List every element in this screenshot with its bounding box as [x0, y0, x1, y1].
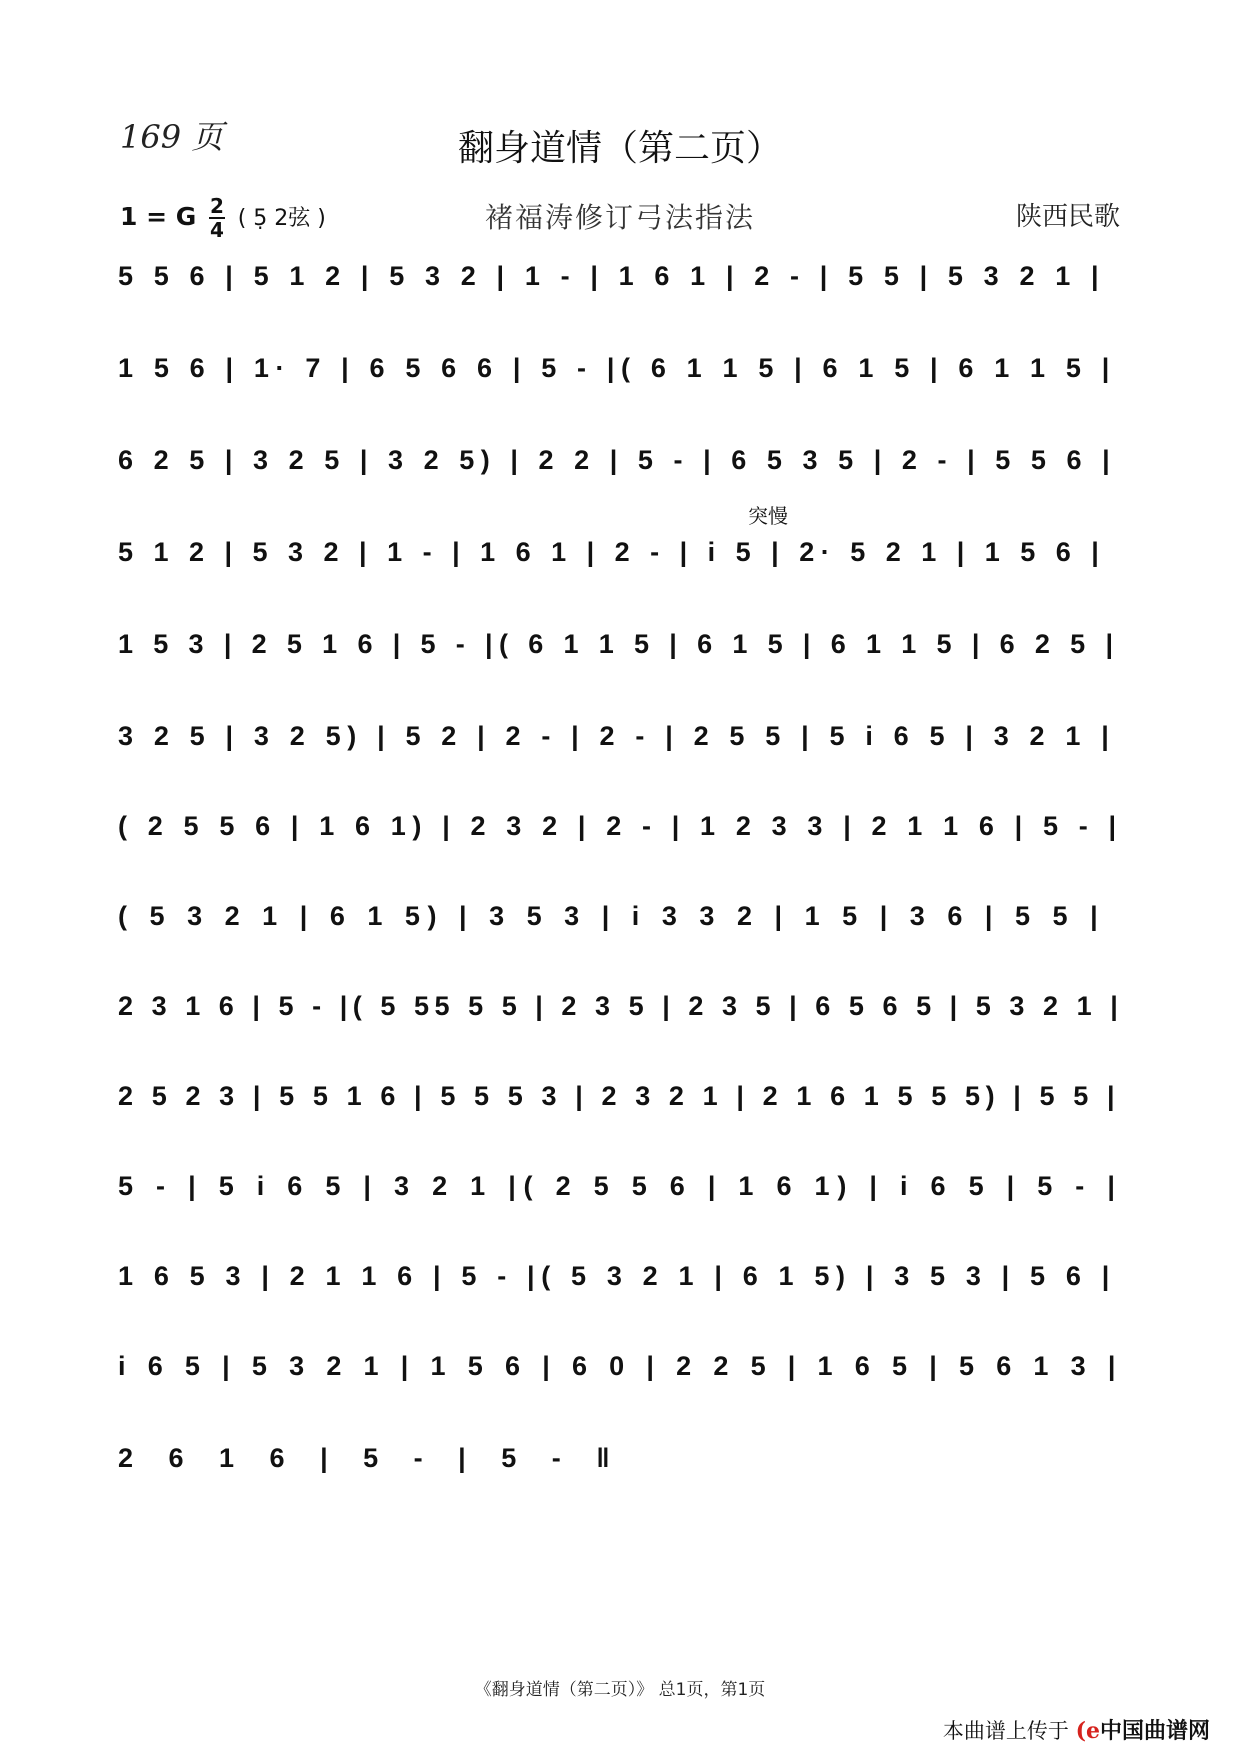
score-line — [118, 230, 1123, 300]
score-line-notes: 2 5 2 3 | 5 5 1 6 | 5 5 5 3 | 2 3 2 1 | 2 1 6 1 5 5 5) | 5 5 | — [118, 1081, 1121, 1111]
score-line — [118, 690, 1123, 760]
score-line — [118, 322, 1123, 392]
tempo-marking: 突慢 — [748, 504, 788, 528]
site-logo-icon: (e — [1075, 1718, 1100, 1744]
source-credit — [943, 1714, 1210, 1745]
score-line-notes: ( 5 3 2 1 | 6 1 5) | 3 5 3 | i 3 3 2 | 1 5 | 3 6 | 5 5 | — [118, 901, 1106, 931]
time-denominator: 4 — [210, 218, 224, 242]
score-line-notes: 2 6 1 6 | 5 - | 5 - ‖ — [118, 1443, 624, 1473]
score-line-notes: 6 2 5 | 3 2 5 | 3 2 5) | 2 2 | 5 - | 6 5 3 5 | 2 - | 5 5 6 | — [118, 445, 1117, 475]
score-line — [118, 1320, 1123, 1390]
score-line-notes: i 6 5 | 5 3 2 1 | 1 5 6 | 6 0 | 2 2 5 | 1 6 5 | 5 6 1 3 | — [118, 1351, 1123, 1381]
genre-label: 陕西民歌 — [1015, 202, 1120, 232]
score-line — [118, 414, 1123, 484]
score-line — [118, 1140, 1123, 1210]
score-line — [118, 598, 1123, 668]
song-title: 翻身道情（第二页） — [457, 128, 782, 169]
time-numerator: 2 — [210, 194, 224, 218]
score-line-notes: 1 6 5 3 | 2 1 1 6 | 5 - |( 5 3 2 1 | 6 1 5) | 3 5 3 | 5 6 | — [118, 1261, 1116, 1291]
score-line-notes: 2 3 1 6 | 5 - |( 5 55 5 5 | 2 3 5 | 2 3 5 | 6 5 6 5 | 5 3 2 1 | — [118, 991, 1124, 1021]
score-line — [118, 506, 1123, 576]
site-logo-text: 中国曲谱网 — [1099, 1719, 1210, 1744]
score-line-notes: 5 5 6 | 5 1 2 | 5 3 2 | 1 - | 1 6 1 | 2 - | 5 5 | 5 3 2 1 | — [118, 261, 1106, 291]
score-line — [118, 960, 1123, 1030]
score-line-notes: 1 5 3 | 2 5 1 6 | 5 - |( 6 1 1 5 | 6 1 5 | 6 1 1 5 | 6 2 5 | — [118, 629, 1120, 659]
score-line — [118, 780, 1123, 850]
string-tuning: ( 5̣ 2弦 ) — [237, 206, 326, 231]
score-line-notes: 5 1 2 | 5 3 2 | 1 - | 1 6 1 | 2 - | i 5 | 2· 5 2 1 | 1 5 6 | — [118, 537, 1106, 567]
score-line — [118, 870, 1123, 940]
score-line-notes: 5 - | 5 i 6 5 | 3 2 1 |( 2 5 5 6 | 1 6 1) | i 6 5 | 5 - | — [118, 1171, 1123, 1201]
page-footer: 《翻身道情（第二页）》 总1页，第1页 — [474, 1680, 766, 1700]
score-line-notes: ( 2 5 5 6 | 1 6 1) | 2 3 2 | 2 - | 1 2 3 3 | 2 1 1 6 | 5 - | — [118, 811, 1123, 841]
score-line-notes: 1 5 6 | 1· 7 | 6 5 6 6 | 5 - |( 6 1 1 5 | 6 1 5 | 6 1 1 5 | — [118, 353, 1116, 383]
score-line — [118, 1050, 1123, 1120]
score-line — [118, 1412, 1123, 1482]
page-number: 169 页 — [120, 118, 224, 156]
source-label: 本曲谱上传于 — [942, 1719, 1069, 1743]
arranger-note: 褚福涛修订弓法指法 — [484, 201, 755, 234]
score-line-notes: 3 2 5 | 3 2 5) | 5 2 | 2 - | 2 - | 2 5 5 | 5 i 6 5 | 3 2 1 | — [118, 721, 1116, 751]
key-signature: 1 = G — [120, 202, 197, 231]
score-line — [118, 1230, 1123, 1300]
